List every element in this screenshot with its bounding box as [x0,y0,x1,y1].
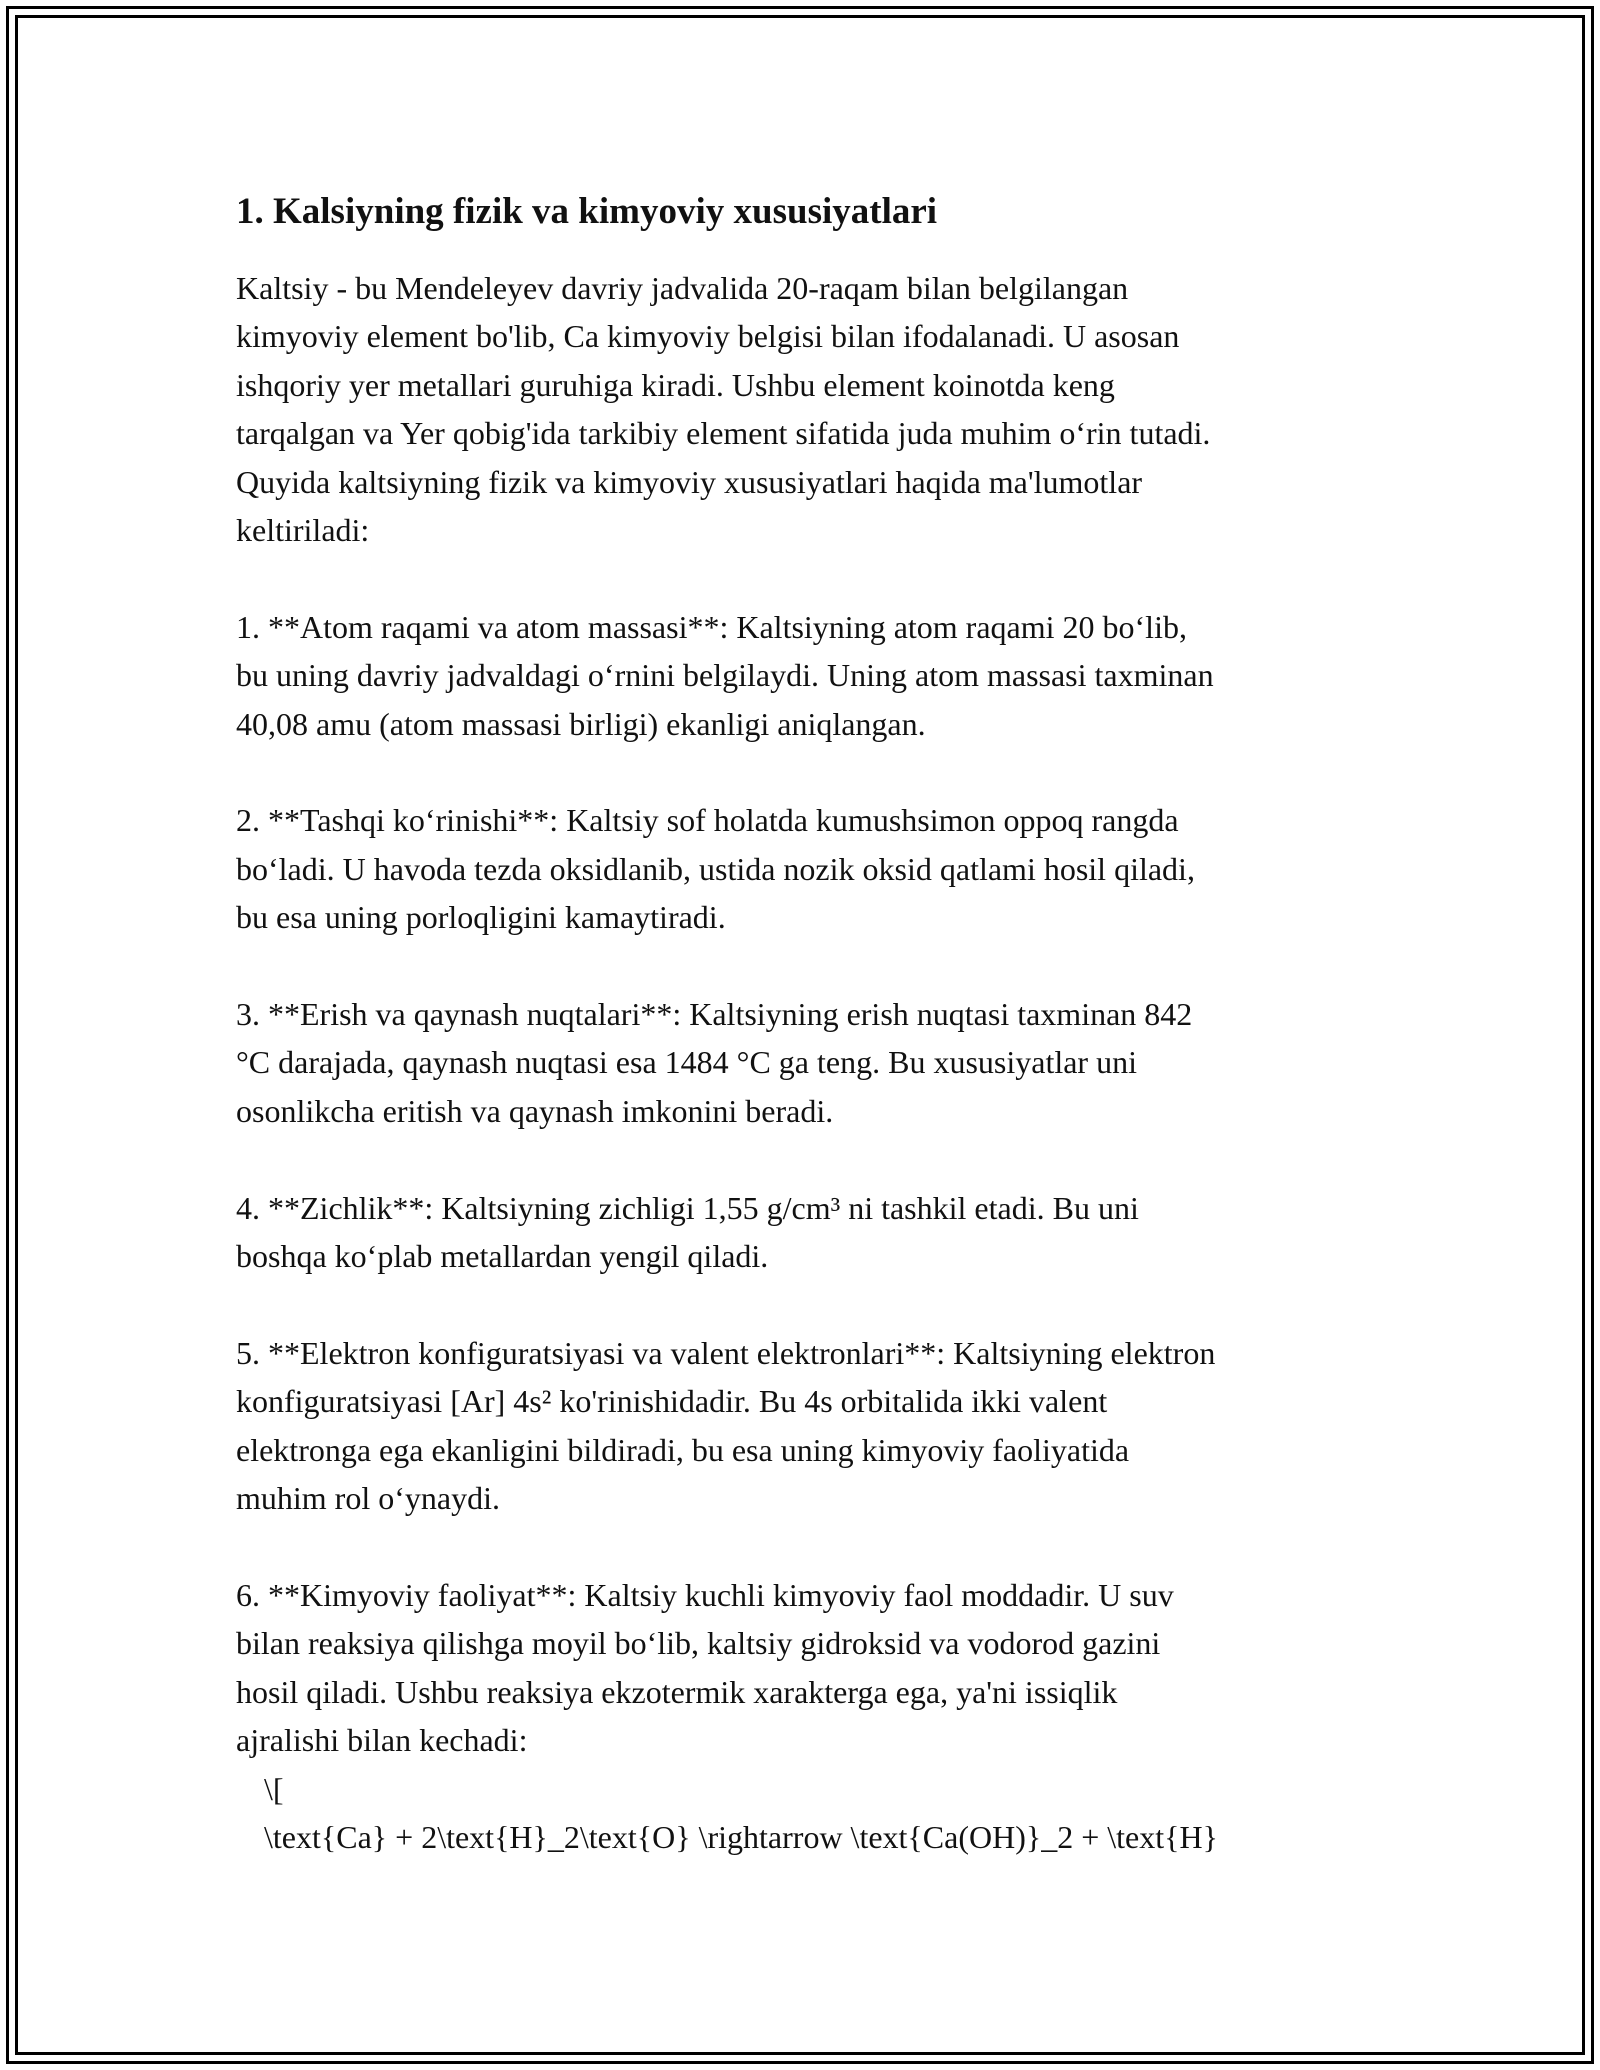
paragraph-spacer [236,942,1376,990]
list-item-appearance: 2. **Tashqi ko‘rinishi**: Kaltsiy sof holatda kumushsimon oppoq rangda bo‘ladi. U havoda tezda oksidlanib, ustida nozik oksid qatlami hosil qiladi, bu esa uning porloqligini kamaytiradi. [236,802,1195,936]
formula-open-line: \[ [264,1770,284,1807]
list-item-atomic-number: 1. **Atom raqami va atom massasi**: Kaltsiyning atom raqami 20 bo‘lib, bu uning davriy jadvaldagi o‘rnini belgilaydi. Uning atom massasi taxminan 40,08 amu (atom massasi birligi) ekanligi aniqlangan. [236,608,1214,742]
list-item-chemical-activity: 6. **Kimyoviy faoliyat**: Kaltsiy kuchli kimyoviy faol moddadir. U suv bilan reaksiya qilishga moyil bo‘lib, kaltsiy gidroksid va vodorod gazini hosil qiladi. Ushbu reaksiya ekzotermik xarakterga ega, ya'ni issiqlik ajralishi bilan kechadi: [236,1576,1174,1759]
list-item-density: 4. **Zichlik**: Kaltsiyning zichligi 1,55 g/cm³ ni tashkil etadi. Bu uni boshqa ko‘plab metallardan yengil qiladi. [236,1189,1139,1275]
list-item-electron-configuration: 5. **Elektron konfiguratsiyasi va valent elektronlari**: Kaltsiyning elektron konfiguratsiyasi [Ar] 4s² ko'rinishidadir. Bu 4s orbitalida ikki valent elektronga ega ekanligini bildiradi, bu esa uning kimyoviy faoliyatida muhim rol o‘ynaydi. [236,1334,1216,1517]
list-item-melting-boiling: 3. **Erish va qaynash nuqtalari**: Kaltsiyning erish nuqtasi taxminan 842 °C darajada, qaynash nuqtasi esa 1484 °C ga teng. Bu xususiyatlar uni osonlikcha eritish va qaynash imkonini beradi. [236,996,1193,1129]
paragraph-spacer [236,1522,1376,1570]
paragraph-spacer [236,554,1376,602]
intro-paragraph: Kaltsiy - bu Mendeleyev davriy jadvalida 20-raqam bilan belgilangan kimyoviy element bo'lib, Ca kimyoviy belgisi bilan ifodalanadi. U asosan ishqoriy yer metallari guruhiga kiradi. Ushbu element koinotda keng tarqalgan va Yer qobig'ida tarkibiy element sifatida juda muhim o‘rin tutadi. Quyida kaltsiyning fizik va kimyoviy xususiyatlari haqida ma'lumotlar keltiriladi: [236,270,1211,549]
paragraph-spacer [236,1280,1376,1328]
document-title: 1. Kalsiyning fizik va kimyoviy xususiyatlari [236,191,938,232]
document-body [236,186,1376,1861]
paragraph-spacer [236,1135,1376,1183]
paragraph-spacer [236,748,1376,796]
formula-reaction-line: \text{Ca} + 2\text{H}_2\text{O} \rightarrow \text{Ca(OH)}_2 + \text{H} [264,1818,1218,1855]
